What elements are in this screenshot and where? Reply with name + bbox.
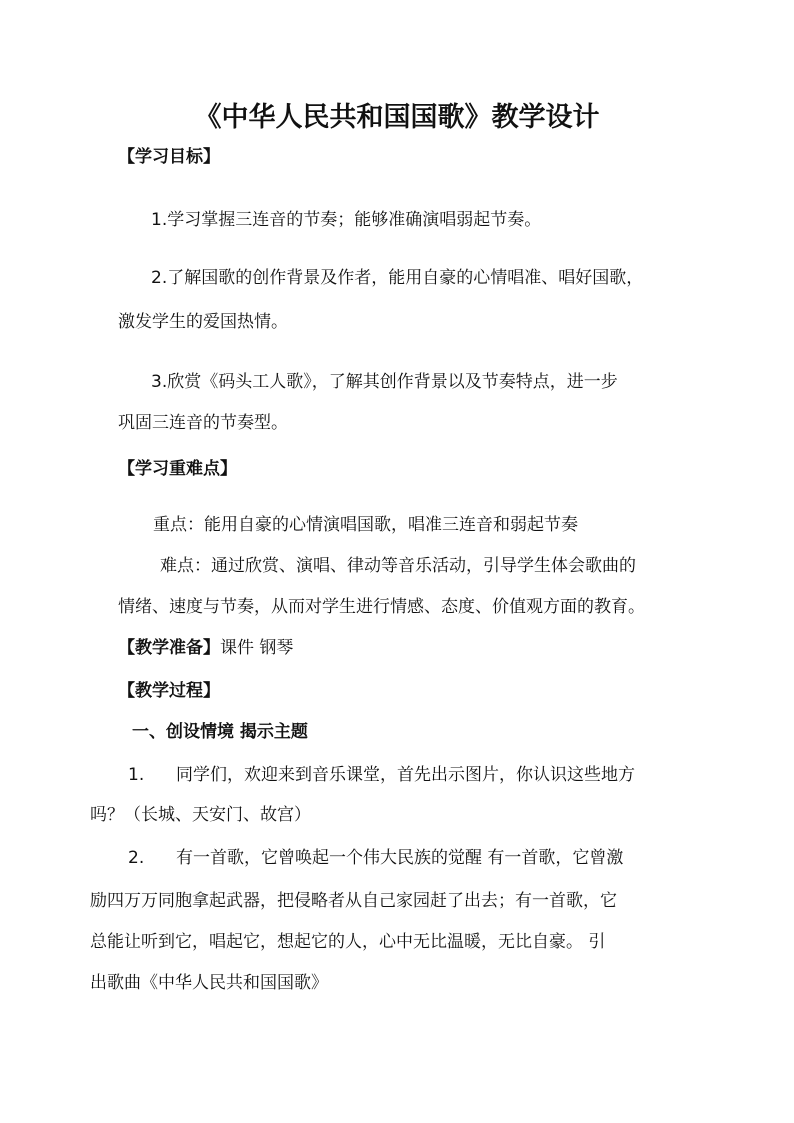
- process-heading: 【教学过程】: [118, 681, 220, 701]
- objective-3-line-1: 3.欣赏《码头工人歌》，了解其创作背景以及节奏特点，进一步: [151, 372, 618, 392]
- step-2-line-2: 励四万万同胞拿起武器，把侵略者从自己家园赶了出去；有一首歌，它: [90, 891, 617, 911]
- key-points-heading: 【学习重难点】: [118, 459, 237, 479]
- step-2-line-3: 总能让听到它，唱起它，想起它的人，心中无比温暖，无比自豪。 引: [90, 932, 606, 952]
- objective-3-line-2: 巩固三连音的节奏型。: [118, 413, 288, 433]
- objective-1-line-1: 1.学习掌握三连音的节奏；能够准确演唱弱起节奏。: [151, 210, 542, 230]
- difficulty-line-1: 难点：通过欣赏、演唱、律动等音乐活动，引导学生体会歌曲的: [160, 556, 636, 576]
- objective-2-line-1: 2.了解国歌的创作背景及作者，能用自豪的心情唱准、唱好国歌，: [151, 268, 644, 288]
- step-2-line-4: 出歌曲《中华人民共和国国歌》: [90, 973, 328, 993]
- step-1-number: 1.: [128, 765, 145, 785]
- step-2-line-1: 有一首歌，它曾唤起一个伟大民族的觉醒 有一首歌，它曾激: [176, 848, 624, 868]
- objectives-heading: 【学习目标】: [118, 147, 220, 167]
- document-title: 《中华人民共和国国歌》教学设计: [194, 102, 600, 133]
- focus-text: 重点：能用自豪的心情演唱国歌，唱准三连音和弱起节奏: [153, 515, 578, 535]
- preparation-content: 课件 钢琴: [220, 638, 294, 658]
- step-1-line-1: 同学们，欢迎来到音乐课堂，首先出示图片，你认识这些地方: [176, 765, 635, 785]
- preparation-row: [118, 636, 293, 660]
- step-1-line-2: 吗？（长城、天安门、故宫）: [90, 805, 311, 825]
- step-2-number: 2.: [128, 848, 145, 868]
- objective-2-line-2: 激发学生的爱国热情。: [118, 312, 288, 332]
- process-subheading: 一、创设情境 揭示主题: [132, 722, 308, 742]
- difficulty-line-2: 情绪、速度与节奏，从而对学生进行情感、态度、价值观方面的教育。: [118, 597, 645, 617]
- preparation-heading: 【教学准备】: [118, 638, 220, 658]
